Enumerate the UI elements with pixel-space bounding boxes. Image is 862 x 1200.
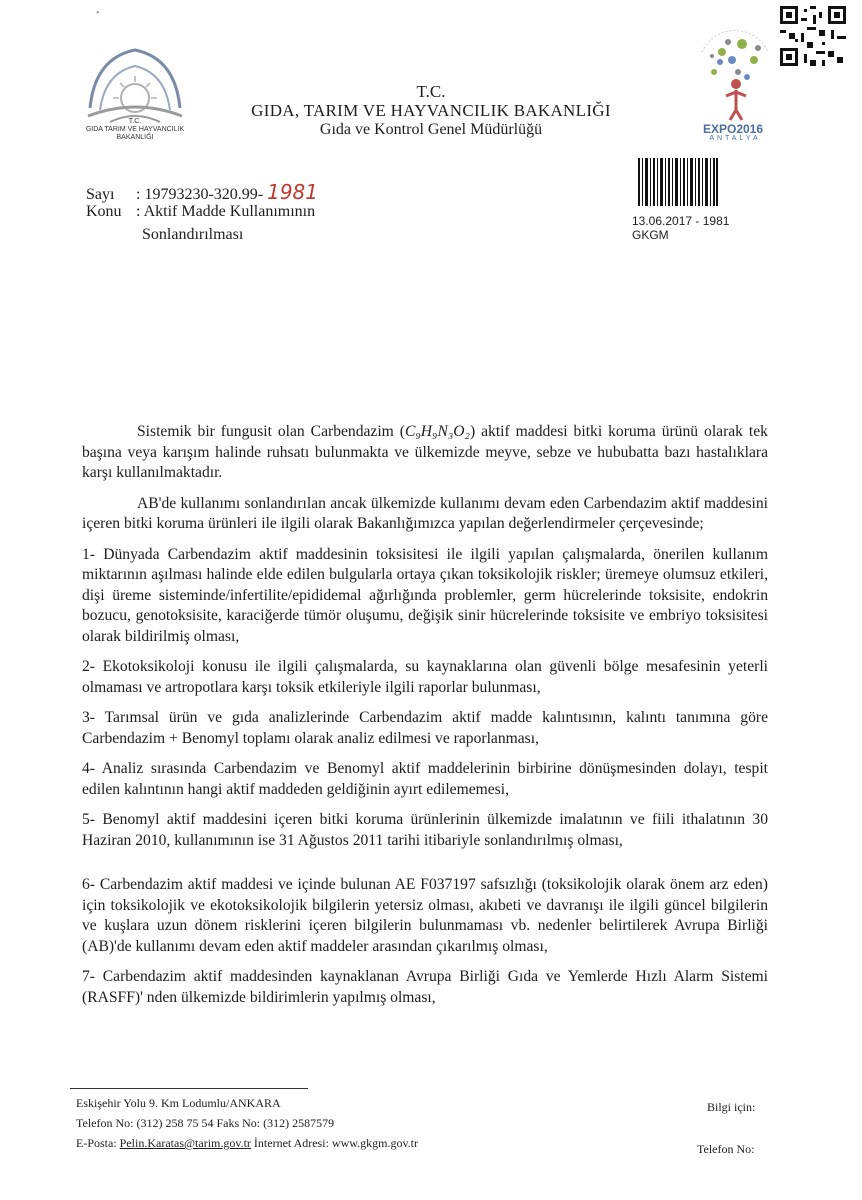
footer-divider bbox=[70, 1088, 308, 1089]
stamp-unit: GKGM bbox=[632, 228, 669, 242]
footer-address: Eskişehir Yolu 9. Km Lodumlu/ANKARA bbox=[76, 1096, 281, 1110]
barcode bbox=[638, 158, 718, 206]
sayi-handwritten: 1981 bbox=[267, 180, 319, 204]
logo-caption: T.C. GIDA TARIM VE HAYVANCILIK BAKANLIĞI bbox=[85, 118, 185, 141]
list-item: 5- Benomyl aktif maddesini içeren bitki koruma ürünlerinin ülkemizde imalatının ve fiili ithalatının 30 Haziran 2010, kullanımının ise 31 Ağustos 2011 tarihi itibariyle sonlandırılmış olması, bbox=[82, 811, 768, 849]
list-item: 7- Carbendazim aktif maddesinden kaynaklanan Avrupa Birliği Gıda ve Yemlerde Hızlı Alarm Sistemi (RASFF)' nden ülkemizde bildirimlerin yapılmış olması, bbox=[82, 968, 768, 1006]
header-directorate: Gıda ve Kontrol Genel Müdürlüğü bbox=[319, 121, 543, 138]
chemical-formula: C₉H₉N₃O₂ bbox=[404, 423, 470, 440]
sayi-label: Sayı bbox=[86, 186, 115, 203]
list-item: 1- Dünyada Carbendazim aktif maddesinin toksisitesi ile ilgili yapılan çalışmalarda, önerilen kullanım miktarının aşılması halinde elde edilen bulgularla ortaya çıkan toksikolojik riskler; üremeye olumsuz etkileri, dişi üreme sisteminde/infertilite/epididemal ağırlığında problemler, germ hücrelerinde toksisite, endokrin bozucu, genotoksisite, karaciğerde tümör oluşumu, değişik sinir hücrelerinde toksisite ve embriyo toksisitesi olarak bildirilmiş olması, bbox=[82, 545, 768, 645]
header-tc: T.C. bbox=[416, 82, 446, 101]
konu-label: Konu bbox=[86, 203, 122, 220]
konu-value: : Aktif Madde Kullanımının bbox=[136, 203, 316, 220]
sayi-line bbox=[86, 180, 318, 204]
footer-phone-label: Telefon No: bbox=[697, 1142, 755, 1156]
footer-info-label: Bilgi için: bbox=[707, 1100, 756, 1114]
expo-title: EXPO2016 bbox=[702, 122, 764, 136]
stamp-date-number: 13.06.2017 - 1981 bbox=[632, 214, 730, 228]
list-item: 3- Tarımsal ürün ve gıda analizlerinde Carbendazim aktif madde kalıntısının, kalıntı tanımına göre Carbendazim + Benomyl toplamı olarak analiz edilmesi ve raporlanması, bbox=[82, 709, 768, 747]
scan-mark: • bbox=[96, 8, 100, 19]
footer-contact: E-Posta: Pelin.Karatas@tarim.gov.tr İnternet Adresi: www.gkgm.gov.tr bbox=[76, 1136, 419, 1150]
email-link[interactable]: Pelin.Karatas@tarim.gov.tr bbox=[119, 1136, 251, 1150]
list-item: 6- Carbendazim aktif maddesi ve içinde bulunan AE F037197 safsızlığı (toksikolojik olarak önem arz eden) için toksikolojik ve ekotoksikolojik bilgilerin yetersiz olması, akıbeti ve davranışı ile ilgili güncel bilgilerin ve kuşlara uzun dönem risklerini içeren bilgilerin bulunmaması vb. nedenler belirtilerek Avrupa Birliği (AB)'de kullanımı devam eden aktif maddeler arasından çıkarılmış olması, bbox=[82, 876, 768, 955]
konu-value-cont: Sonlandırılması bbox=[142, 226, 244, 243]
list-item: 4- Analiz sırasında Carbendazim ve Benomyl aktif maddelerinin birbirine dönüşmesinden dolayı, tespit edilen kalıntının hangi aktif maddeden geldiğinin ayırt edilememesi, bbox=[82, 760, 768, 798]
paragraph-intro: Sistemik bir fungusit olan Carbendazim (C₉H₉N₃O₂) aktif maddesi bitki koruma ürünü olarak tek başına veya karışım halinde ruhsatı bulunmakta ve ülkemizde meyve, sebze ve hububatta bazı hastalıklara karşı kullanılmaktadır. bbox=[82, 423, 768, 481]
letter-body bbox=[82, 422, 768, 1018]
paragraph-context: AB'de kullanımı sonlandırılan ancak ülkemizde kullanımı devam eden Carbendazim aktif maddesini içeren bitki koruma ürünleri ile ilgili olarak Bakanlığımızca yapılan değerlendirmeler çerçevesinde; bbox=[82, 494, 768, 532]
expo-logo bbox=[692, 22, 778, 132]
qr-code bbox=[780, 6, 846, 66]
expo-subtitle: ANTALYA bbox=[709, 135, 761, 142]
konu-line bbox=[86, 203, 315, 221]
footer-phone: Telefon No: (312) 258 75 54 Faks No: (312) 2587579 bbox=[76, 1116, 335, 1130]
sayi-value: : 19793230-320.99- bbox=[136, 186, 264, 203]
header-ministry: GIDA, TARIM VE HAYVANCILIK BAKANLIĞI bbox=[251, 101, 611, 120]
list-item: 2- Ekotoksikoloji konusu ile ilgili çalışmalarda, su kaynaklarına olan güvenli bölge mesafesinin yeterli olmaması ve artropotlara karşı toksik etkileriyle ilgili raporlar bulunması, bbox=[82, 658, 768, 696]
